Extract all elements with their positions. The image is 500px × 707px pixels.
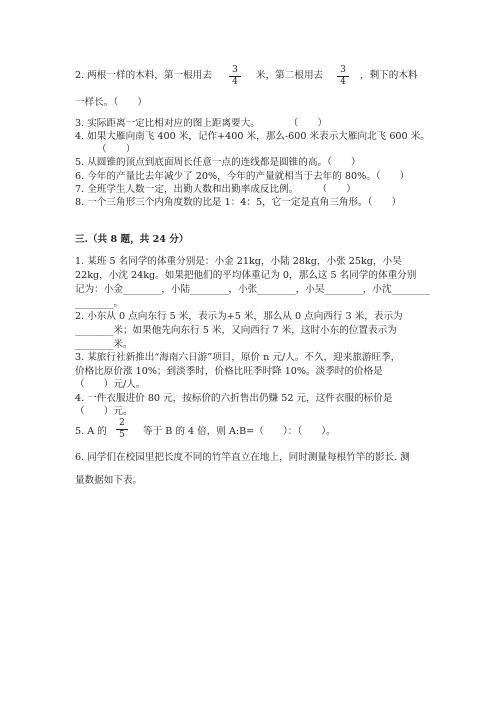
s3-q5-part1: 5. A 的 [75, 426, 107, 437]
fraction-numerator: 3 [232, 65, 238, 75]
fraction-numerator: 3 [340, 65, 346, 75]
q2-part2: 米，第二根用去 [256, 70, 324, 81]
section-3-heading: 三.（共 8 题，共 24 分） [75, 234, 189, 245]
q5-text: 5. 从圆锥的顶点到底面周长任意一点的连线都是圆锥的高。（ ） [75, 157, 361, 168]
q4-text: 4. 如果大雁向南飞 400 米，记作+400 米，那么-600 米表示大雁向北飞 600 米。 [75, 131, 430, 142]
fraction-numerator: 2 [119, 418, 125, 428]
s3-q2-line2: ________米；如果他先向东行 5 米，又向西行 7 米，这时小东的位置表示为 [75, 325, 397, 336]
q8-text: 8. 一个三角形三个内角度数的比是 1：4：5，它一定是直角三角形。（ ） [75, 197, 402, 208]
s3-q4-line1: 4. 一件衣服进价 80 元，按标价的六折售出仍赚 52 元，这件衣服的标价是 [75, 393, 393, 404]
s3-q3-line3: （ ）元/人。 [75, 379, 146, 390]
s3-q1-line3: 记为：小金________，小陆________，小张________，小吴________，小沈________ [75, 284, 430, 295]
s3-q1-line2: 22kg，小沈 24kg。如果把他们的平均体重记为 0，那么这 5 名同学的体重分别 [75, 270, 417, 281]
q2-continuation: 一样长。（ ） [75, 97, 147, 108]
q2-part1: 2. 两根一样的木料，第一根用去 [75, 70, 212, 81]
q2-fraction-1 [229, 66, 241, 87]
q7-text: 7. 全班学生人数一定，出勤人数和出勤率成反比例。 （ ） [75, 184, 356, 195]
s3-q3-line1: 3. 某旅行社新推出“海南六日游”项目，原价 n 元/人。不久，迎来旅游旺季， [75, 352, 401, 363]
s3-q4-line2: （ ）元。 [75, 406, 133, 417]
s3-q5-fraction [116, 419, 128, 440]
q4-answer-paren: （ ） [97, 144, 136, 155]
s3-q6-line2: 量数据如下表。 [75, 475, 143, 486]
fraction-denominator: 4 [340, 77, 346, 87]
q6-text: 6. 今年的产量比去年减少了 20%，今年的产量就相当于去年的 80%。（ ） [75, 171, 410, 182]
s3-q1-line1: 1. 某班 5 名同学的体重分别是：小金 21kg，小陆 28kg，小张 25kg，小吴 [75, 256, 402, 267]
q3-text: 3. 实际距离一定比相对应的图上距离要大。 （ ） [75, 118, 328, 129]
q2-part3: ，剩下的木料 [360, 70, 418, 81]
fraction-denominator: 5 [119, 430, 125, 440]
s3-q3-line2: 价格比原价涨 10%；到淡季时，价格比旺季时降 10%。淡季时的价格是 [75, 366, 383, 377]
s3-q2-line1: 2. 小东从 0 点向东行 5 米，表示为+5 米，那么从 0 点向西行 3 米，表示为 [75, 311, 403, 322]
s3-q1-line4: ________。 [75, 298, 123, 309]
fraction-denominator: 4 [232, 77, 238, 87]
q2-fraction-2 [337, 66, 349, 87]
s3-q6-line1: 6. 同学们在校园里把长度不同的竹竿直立在地上，同时测量每根竹竿的影长. 测 [75, 452, 410, 463]
s3-q2-line3: ________米。 [75, 339, 133, 350]
s3-q5-part2: 等于 B 的 4 倍，则 A:B=（ ）：（ ）。 [143, 426, 336, 437]
